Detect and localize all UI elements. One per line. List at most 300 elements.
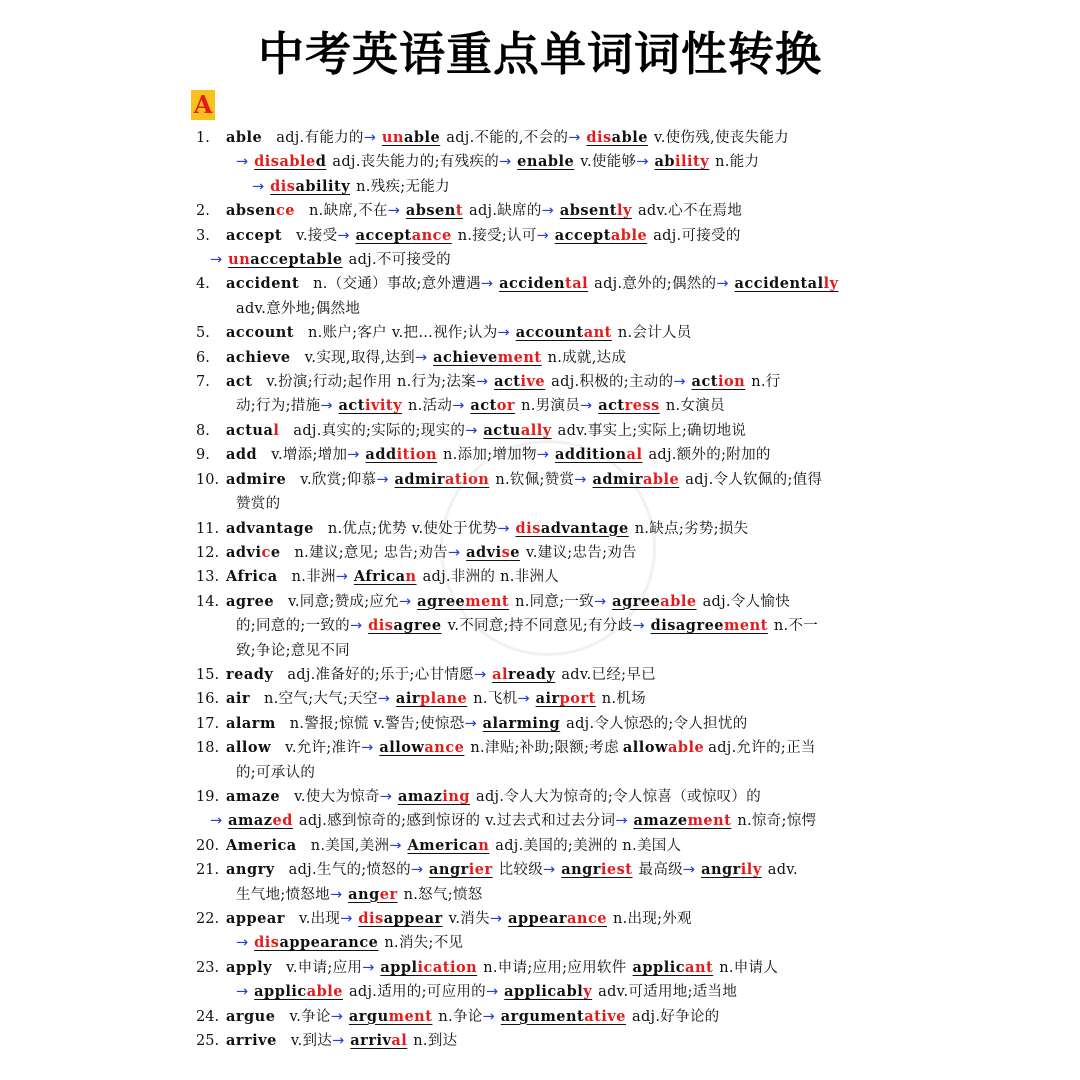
derived-word [362,617,447,634]
derived-word [627,959,720,976]
meaning-text: adv. [767,862,798,879]
meaning-text: n.非洲 [291,569,336,586]
word-part: ment [687,812,732,830]
entry-number: 1. [196,130,210,146]
word-part: angry [226,861,275,879]
meaning-text: adj.令人大为惊奇的;令人惊喜（或惊叹）的 [476,788,762,805]
meaning-text: adj.积极的;主动的 [551,374,674,391]
entry-continuation [196,931,896,955]
meaning-text: n.优点;优势 v.使处于优势 [327,520,498,537]
word-part: applic [632,958,686,976]
arrow-icon: → [615,813,628,830]
entry-row [196,126,896,150]
derived-word [411,593,515,610]
derived-word [423,861,499,878]
word-part: appear [383,910,443,927]
derived-word [606,593,702,610]
meaning-text: adj.令人惊恐的;令人担忧的 [566,715,748,732]
derived-word [374,959,483,976]
word-part: achieve [433,348,498,366]
entry-row [196,199,896,223]
word-part: alarm [226,714,276,732]
derived-word [373,739,470,756]
word-part: ant [685,958,714,976]
derived-word [248,983,349,1000]
derived-word [511,153,580,170]
word-part: er [379,885,398,903]
derived-word [348,568,423,585]
page-title: 中考英语重点单词词性转换 [258,27,822,81]
arrow-icon: → [377,691,390,708]
meaning-text: 赞赏的 [236,496,281,513]
word-part: ility [675,153,710,171]
derived-word [264,178,356,195]
entry-row [196,468,896,492]
word-part: ce [275,202,296,220]
derived-word [400,202,469,219]
arrow-icon: → [335,569,348,586]
meaning-text: n.接受;认可 [457,227,537,244]
headword [226,715,276,732]
entry-continuation [196,492,896,516]
word-part: admir [394,470,446,488]
word-part: ication [417,958,478,976]
headword [226,446,257,463]
word-part: admir [592,470,643,488]
derived-word [555,861,638,878]
entry-number: 10. [196,471,220,488]
meaning-text: adj.真实的;实际的;现实的 [293,422,466,439]
meaning-text: n.到达 [413,1033,458,1050]
word-part: allow [379,739,425,757]
meaning-text: n.同意;一致 [515,593,595,610]
headword [226,422,279,439]
entry-row [196,956,896,980]
word-part: angr [429,861,469,879]
arrow-icon: → [236,154,249,171]
entry-number: 21. [196,862,220,879]
word-part: amaze [633,812,688,830]
derived-word [376,129,446,146]
meaning-text: 致;争论;意见不同 [236,642,350,659]
entry-number: 4. [196,276,210,293]
arrow-icon: → [541,203,554,220]
headword [226,568,278,585]
derived-word [388,471,495,488]
entry-number: 14. [196,593,220,610]
word-part: add [226,446,258,464]
meaning-text: adj.允许的;正当 [708,740,816,757]
derived-word [248,934,384,951]
word-part: ance [411,226,452,244]
arrow-icon: → [497,520,510,537]
headword [226,1032,277,1049]
word-part: argu [348,1007,389,1025]
related-word [623,739,704,756]
word-part: able [537,153,575,171]
arrow-icon: → [210,813,223,830]
word-list [196,126,896,1053]
headword [226,837,297,854]
meaning-text: v.增添;增加 [271,447,348,464]
entry-number: 9. [196,447,210,464]
word-part: ier [468,861,493,879]
meaning-text: n.怒气;愤怒 [403,886,483,903]
meaning-text: adv.事实上;实际上;确切地说 [557,422,747,439]
meaning-text: v.争论 [289,1008,331,1025]
meaning-text: v.申请;应用 [286,959,363,976]
arrow-icon: → [398,593,412,610]
meaning-text: adj.丧失能力的;有残疾的 [332,154,499,171]
entry-number: 7. [196,374,210,391]
meaning-text: adj.适用的;可应用的 [348,984,486,1001]
derived-word [530,690,602,707]
arrow-icon: → [337,227,350,244]
meaning-text: adj.生气的;愤怒的 [288,862,411,879]
word-part: absent [559,202,617,220]
entry-continuation [196,980,896,1004]
word-part: ition [396,446,438,464]
word-part: America [226,836,297,854]
arrow-icon: → [320,398,333,415]
word-part: Africa [353,568,406,586]
word-part: al [492,665,508,683]
entry-number: 15. [196,666,220,683]
arrow-icon: → [473,666,487,683]
entry-number: 20. [196,837,220,854]
word-part: ability [295,177,351,195]
meaning-text: n.警报;惊慌 v.警告;使惊恐 [289,715,465,732]
derived-word [464,397,521,414]
arrow-icon: → [330,1008,343,1025]
arrow-icon: → [465,422,478,439]
headword [226,202,295,219]
word-part: iest [600,861,633,879]
headword [226,959,272,976]
word-part: arrive [226,1032,277,1050]
meaning-text: n.空气;大气;天空 [264,691,378,708]
word-part: allow [226,739,272,757]
meaning-text: n.消失;不见 [384,935,464,952]
headword [226,1008,275,1025]
word-part: account [515,324,584,342]
word-part: actua [226,421,274,439]
entry-continuation [196,809,896,833]
word-part: n [478,836,490,854]
entry-continuation [196,175,896,199]
meaning-text: n.不一 [773,618,818,635]
entry-row [196,785,896,809]
meaning-text: n.能力 [715,154,760,171]
word-part: d [315,153,327,171]
word-part: advantage [226,519,314,537]
meaning-text: adj.感到惊奇的;感到惊讶的 v.过去式和过去分词 [298,813,616,830]
arrow-icon: → [330,886,343,903]
headword [226,861,275,878]
word-part: accidental [734,275,824,293]
headword [226,227,282,244]
entry-number: 24. [196,1008,220,1025]
meaning-text: v.欣赏;仰慕 [300,471,377,488]
word-part: America [407,836,479,854]
entry-row [196,419,896,443]
arrow-icon: → [632,618,645,635]
arrow-icon: → [716,276,729,293]
word-part: allow [622,739,668,757]
meaning-text: n.添加;增加物 [443,447,537,464]
entry-number: 6. [196,349,210,366]
word-part: amaze [226,787,281,805]
meaning-text: adj.美国的;美洲的 n.美国人 [495,837,682,854]
arrow-icon: → [475,374,489,391]
word-part: tal [565,275,589,293]
word-part: amaz [397,787,443,805]
derived-word [645,617,774,634]
arrow-icon: → [252,178,265,195]
arrow-icon: → [389,837,402,854]
meaning-text: adj.缺席的 [469,203,542,220]
word-part: accept [554,226,611,244]
entry-number: 8. [196,422,210,439]
entry-row [196,321,896,345]
word-part: arriv [350,1032,392,1050]
word-part: s [501,543,511,561]
arrow-icon: → [236,984,249,1001]
word-part: ance [567,910,607,927]
word-part: accept [226,226,283,244]
headword [226,666,273,683]
meaning-text: 最高级 [638,862,683,879]
word-part: applicabl [504,983,584,1001]
meaning-text: n.惊奇;惊愕 [737,813,817,830]
word-part: air [226,690,251,708]
derived-word [488,373,551,390]
entry-row [196,907,896,931]
word-part: account [226,324,295,342]
derived-word [495,1008,632,1025]
derived-word [486,666,561,683]
derived-word [352,910,448,927]
entry-row [196,1005,896,1029]
entry-number: 5. [196,325,210,342]
meaning-text: v.允许;准许 [285,740,362,757]
word-part: act [338,397,365,415]
word-part: n [405,568,417,586]
meaning-text: v.使能够 [580,154,637,171]
derived-word [342,886,403,903]
word-part: ative [584,1007,627,1025]
headword [226,690,250,707]
derived-word [402,837,496,854]
arrow-icon: → [340,911,353,927]
word-part: air [395,690,420,708]
word-part: ly [823,275,839,293]
derived-word [627,812,737,829]
derived-word [554,202,638,219]
arrow-icon: → [568,130,581,146]
word-part: achieve [226,348,291,366]
word-part: ivity [364,397,403,415]
meaning-text: adj.令人愉快 [702,593,791,610]
word-part: l [273,421,280,439]
entry-number: 2. [196,203,210,220]
derived-word [359,446,443,463]
word-part: alarming [482,714,561,732]
arrow-icon: → [210,252,223,269]
arrow-icon: → [379,788,392,805]
arrow-icon: → [363,130,376,146]
word-part: disagree [650,617,725,635]
word-part: dis [270,177,296,195]
meaning-text: n.机场 [601,691,646,708]
arrow-icon: → [536,227,549,244]
arrow-icon: → [489,911,503,927]
meaning-text: adj.不可接受的 [348,252,451,269]
derived-word [477,422,557,439]
word-part: plane [419,690,468,708]
arrow-icon: → [673,374,686,391]
arrow-icon: → [497,325,510,342]
arrow-icon: → [236,935,249,952]
meaning-text: adv.意外地;偶然地 [236,300,361,317]
entry-row [196,590,896,614]
word-part: acciden [499,275,566,293]
arrow-icon: → [332,1033,345,1050]
headword [226,373,252,390]
meaning-text: n.缺席,不在 [309,203,388,220]
entry-row [196,346,896,370]
derived-word [586,471,685,488]
entry-continuation [196,614,896,638]
word-part: ment [497,348,542,366]
word-part: act [226,373,253,391]
word-part: argument [500,1007,585,1025]
word-part: actu [483,421,521,439]
word-part: appearance [279,934,379,952]
word-part: dis [368,617,394,635]
arrow-icon: → [410,862,424,879]
derived-word [248,153,332,170]
word-part: ance [424,739,465,757]
word-part: t [455,202,464,220]
meaning-text: 比较级 [498,862,544,879]
entry-continuation [196,394,896,418]
meaning-text: n.会计人员 [617,325,692,342]
arrow-icon: → [361,740,374,757]
word-part: advi [466,543,502,561]
headword [226,593,274,610]
entry-continuation [196,248,896,272]
word-part: acceptable [250,251,343,269]
word-part: able [642,470,680,488]
entry-row [196,517,896,541]
arrow-icon: → [387,203,400,220]
meaning-text: n.争论 [438,1008,483,1025]
entry-number: 17. [196,715,220,732]
meaning-text: adv.可适用地;适当地 [598,984,738,1001]
word-part: able [667,739,705,757]
arrow-icon: → [636,154,649,171]
word-part: ready [508,665,556,683]
word-part: ready [226,665,274,683]
word-part: applic [254,983,307,1001]
arrow-icon: → [480,276,494,293]
word-part: ress [624,397,660,415]
word-part: un [381,129,404,146]
meaning-text: 生气地;愤怒地 [236,886,330,903]
meaning-text: adj.额外的;附加的 [648,447,771,464]
word-part: ang [348,885,380,903]
meaning-text: v.实现,取得,达到 [304,349,415,366]
word-part: agree [417,592,466,610]
word-part: apply [226,958,273,976]
section-letter-badge: A [191,90,215,120]
word-part: absen [405,202,456,220]
word-part: disable [254,153,316,171]
entry-row [196,370,896,394]
meaning-text: v.消失 [448,911,490,927]
entry-row [196,565,896,589]
meaning-text: n.钦佩;赞赏 [495,471,575,488]
meaning-text: adv.已经;早已 [561,666,656,683]
entry-number: 22. [196,911,220,927]
entry-row [196,712,896,736]
meaning-text: n.成就,达成 [547,349,627,366]
word-part: advi [226,543,262,561]
meaning-text: adj.可接受的 [653,227,741,244]
entry-continuation [196,883,896,907]
arrow-icon: → [682,862,696,879]
derived-word [549,446,649,463]
word-part: un [228,251,251,269]
meaning-text: n.缺点;劣势;损失 [634,520,749,537]
entry-number: 18. [196,740,220,757]
headword [226,129,262,146]
entry-number: 3. [196,227,210,244]
entry-row [196,858,896,882]
meaning-text: adv.心不在焉地 [637,203,743,220]
derived-word [390,690,473,707]
meaning-text: n.男演员 [521,398,581,415]
derived-word [392,788,476,805]
meaning-text: n.津贴;补助;限额;考虑 [470,740,619,757]
word-part: ily [740,861,762,879]
entry-number: 11. [196,520,220,537]
arrow-icon: → [580,398,593,415]
arrow-icon: → [464,715,477,732]
meaning-text: n.申请;应用;应用软件 [483,959,627,976]
entry-row [196,736,896,760]
word-part: able [226,129,263,146]
derived-word [510,324,618,341]
word-part: ment [465,592,510,610]
derived-word [580,129,654,146]
meaning-text: 动;行为;措施 [236,398,321,415]
word-part: agree [612,592,661,610]
entry-row [196,663,896,687]
entry-row [196,272,896,296]
entry-continuation [196,761,896,785]
word-part: appear [226,910,285,927]
derived-word [344,1032,413,1049]
headword [226,471,286,488]
word-part: able [306,983,343,1001]
word-part: al [391,1032,408,1050]
meaning-text: adj.好争论的 [632,1008,720,1025]
arrow-icon: → [594,593,607,610]
word-part: ab [654,153,676,171]
derived-word [695,861,768,878]
